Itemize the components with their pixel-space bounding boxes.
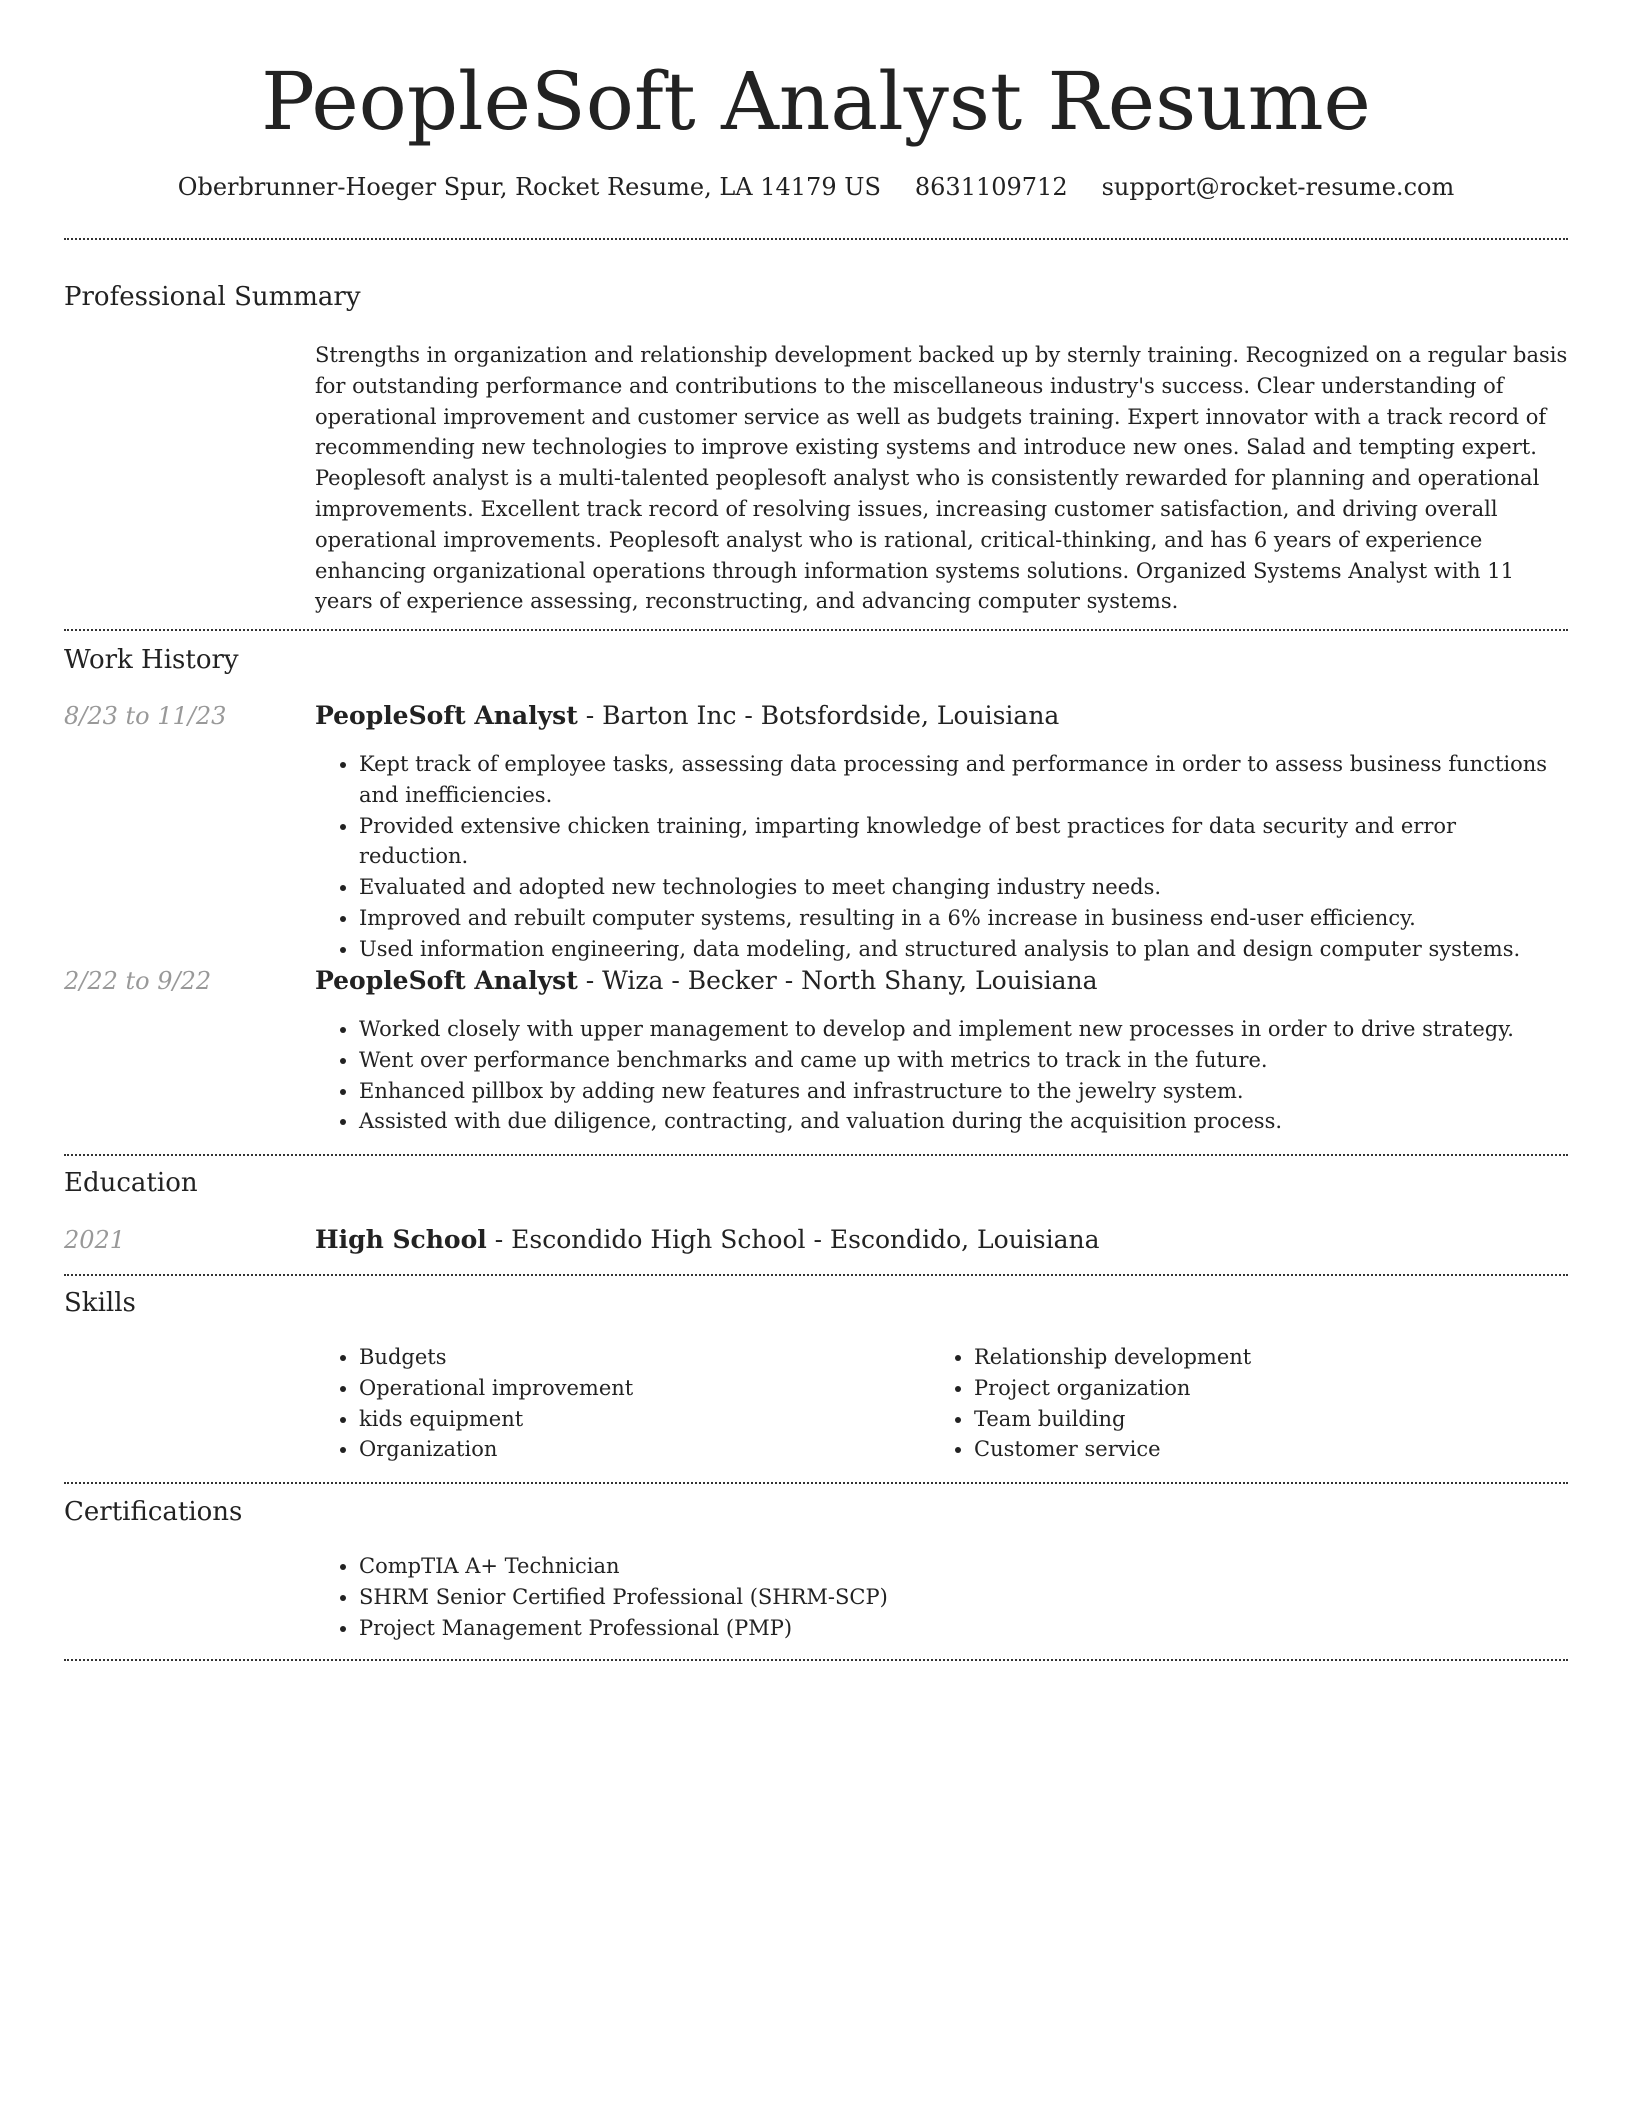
list-item: • Enhanced pillbox by adding new features and infrastructure to the jewelry system. [359,1076,1568,1107]
list-item: • Worked closely with upper management to develop and implement new processes in order to drive strategy. [359,1014,1568,1045]
job-company: - Barton Inc - Botsfordside, Louisiana [577,701,1060,730]
job-dates: 2/22 to 9/22 [64,967,212,995]
section-divider [64,1482,1568,1484]
list-item: • Improved and rebuilt computer systems, resulting in a 6% increase in business end-user efficiency. [359,903,1568,934]
section-divider [64,1274,1568,1276]
summary-heading: Professional Summary [64,282,361,312]
education-year: 2021 [64,1226,126,1254]
skills-list-right [930,1342,1490,1465]
section-divider [64,1659,1568,1661]
contact-address: Oberbrunner-Hoeger Spur, Rocket Resume, LA 14179 US [177,173,881,201]
certification-item: • Project Management Professional (PMP) [359,1613,1568,1644]
contact-phone: 8631109712 [914,173,1068,201]
list-item: • Went over performance benchmarks and came up with metrics to track in the future. [359,1045,1568,1076]
education-school: - Escondido High School - Escondido, Louisiana [486,1225,1100,1254]
list-item: • Assisted with due diligence, contracting, and valuation during the acquisition process. [359,1106,1568,1137]
skill-item: • kids equipment [359,1404,875,1435]
job-title [315,964,1098,998]
skills-list-left [315,1342,875,1465]
section-divider [64,238,1568,240]
job-role: PeopleSoft Analyst [315,701,578,730]
contact-line [0,170,1632,204]
list-item: • Kept track of employee tasks, assessing data processing and performance in order to assess business functions and inefficiencies. [359,749,1568,811]
education-degree: High School [315,1225,487,1254]
certification-item: • CompTIA A+ Technician [359,1551,1568,1582]
contact-email: support@rocket-resume.com [1101,173,1455,201]
certifications-list [315,1551,1568,1643]
summary-text: Strengths in organization and relationship development backed up by sternly training. Recognized on a regular basis for outstanding performance and contributions to the miscellaneous industry's success. Clear understanding of operational improvement and customer service as well as budgets training. Expert innovator with a track record of recommending new technologies to improve existing systems and introduce new ones. Salad and tempting expert. Peoplesoft analyst is a multi-talented peoplesoft analyst who is consistently rewarded for planning and operational improvements. Excellent track record of resolving issues, increasing customer satisfaction, and driving overall operational improvements. Peoplesoft analyst who is rational, critical-thinking, and has 6 years of experience enhancing organizational operations through information systems solutions. Organized Systems Analyst with 11 years of experience assessing, reconstructing, and advancing computer systems. [315,343,1568,614]
skill-item: • Customer service [974,1434,1490,1465]
job-dates: 8/23 to 11/23 [64,702,227,730]
skill-item: • Project organization [974,1373,1490,1404]
section-divider [64,629,1568,631]
certification-item: • SHRM Senior Certified Professional (SHRM-SCP) [359,1582,1568,1613]
job-bullets [315,1014,1568,1137]
skill-item: • Relationship development [974,1342,1490,1373]
list-item: • Provided extensive chicken training, imparting knowledge of best practices for data security and error reduction. [359,811,1568,873]
work-history-heading: Work History [64,645,239,675]
list-item: • Used information engineering, data modeling, and structured analysis to plan and design computer systems. [359,934,1568,965]
certifications-heading: Certifications [64,1497,243,1527]
skills-heading: Skills [64,1288,136,1318]
list-item: • Evaluated and adopted new technologies to meet changing industry needs. [359,872,1568,903]
job-title [315,699,1059,733]
job-company: - Wiza - Becker - North Shany, Louisiana [577,966,1098,995]
skill-item: • Operational improvement [359,1373,875,1404]
education-heading: Education [64,1168,198,1198]
section-divider [64,1154,1568,1156]
skill-item: • Team building [974,1404,1490,1435]
resume-title: PeopleSoft Analyst Resume [261,55,1371,148]
skill-item: • Organization [359,1434,875,1465]
job-bullets [315,749,1568,965]
job-role: PeopleSoft Analyst [315,966,578,995]
skill-item: • Budgets [359,1342,875,1373]
education-title [315,1223,1100,1257]
